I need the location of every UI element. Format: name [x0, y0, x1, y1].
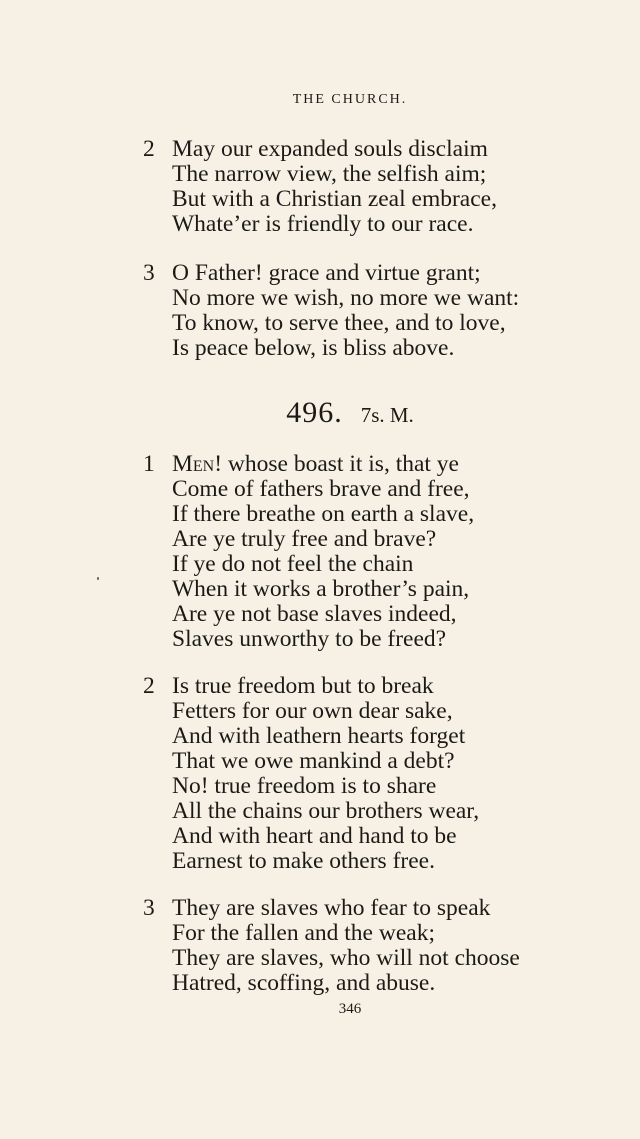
paper-speck — [97, 577, 99, 580]
stanza-number: 1 — [143, 451, 155, 477]
stanza-number: 2 — [143, 673, 155, 699]
stanza-number: 2 — [143, 136, 155, 162]
running-head: THE CHURCH. — [292, 92, 408, 107]
stanza-number: 3 — [143, 895, 155, 921]
stanza-number: 3 — [143, 260, 155, 286]
hymn-heading — [0, 396, 640, 430]
hymnal-page: THE CHURCH. 2 May our expanded souls disclaim The narrow view, the selfish aim; But with a Christian zeal embrace, Whate’er is friendly to our race. 3 O Father! grace and virtue grant; No more we wish, no more we want: To know, to serve thee, and to love, Is peace below, is bliss above. 496. 7s. M. 1 Men! whose boast it is, that ye Come of fathers brave and free, If there breathe on earth a slave, Are ye truly free and brave? If ye do not feel the chain When it works a brother’s pain, Are ye not base slaves indeed, Slaves unworthy to be freed? 2 Is true freedom but to break Fetters for our own dear sake, And with leathern hearts forget That we owe mankind a debt? No! true freedom is to share All the chains our brothers wear, And with heart and hand to be Earnest to make others free. 3 They are slaves who fear to speak For the fallen and the weak; They are slaves, who will not choose Hatred, scoffing, and abuse. 346 — [0, 0, 640, 1139]
first-word: Men — [172, 451, 215, 477]
hymn-meter: 7s. M. — [360, 403, 414, 427]
hymn-number: 496. — [286, 396, 343, 429]
page-number: 346 — [338, 1001, 362, 1017]
